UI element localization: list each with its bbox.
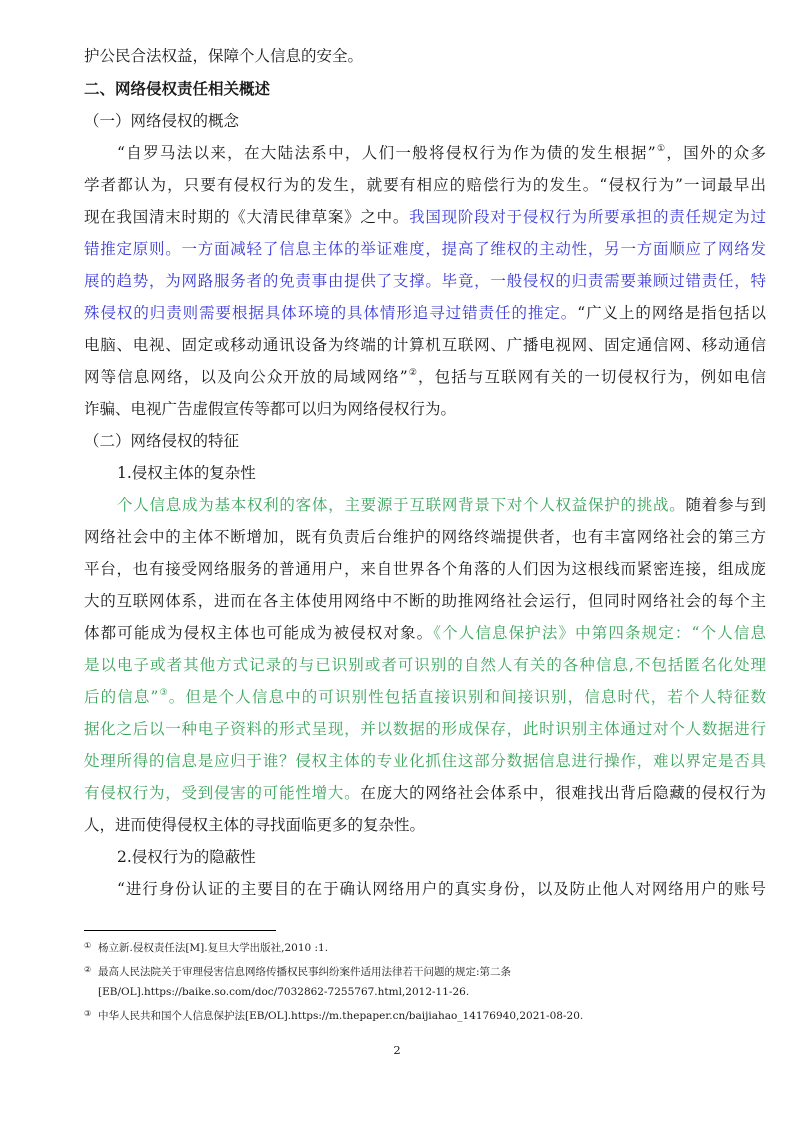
highlighted-text: 《个人信息保护法》中第四条规定：“个人信息 xyxy=(433,624,766,642)
paragraph-line xyxy=(84,687,766,707)
paragraph-line xyxy=(84,527,766,547)
text-line xyxy=(84,46,363,66)
highlighted-text: 个人信息成为基本权利的客体，主要源于互联网背景下对个人权益保护的挑战。 xyxy=(117,496,686,514)
footnote-separator xyxy=(84,930,276,931)
paragraph-line xyxy=(84,207,766,227)
subheading-text: （二）网络侵权的特征 xyxy=(84,432,240,450)
text-span: 随着参与到 xyxy=(685,496,766,514)
paragraph-line xyxy=(84,335,766,355)
paragraph-line xyxy=(117,879,766,899)
footnote-mark: ③ xyxy=(84,1009,92,1018)
footnote-ref[interactable]: ① xyxy=(655,144,667,154)
paragraph-line xyxy=(84,175,766,195)
paragraph-line xyxy=(84,815,425,835)
highlighted-text: 殊侵权的归责则需要根据具体环境的具体情形追寻过错责任的推定。 xyxy=(84,304,578,322)
highlighted-text: 据化之后以一种电子资料的形式呈现，并以数据的形成保存，此时识别主体通过对个人数据进行 xyxy=(84,720,766,738)
page-number: 2 xyxy=(393,1043,401,1057)
footnote-text: 最高人民法院关于审理侵害信息网络传播权民事纠纷案件适用法律若干问题的规定:第二条 xyxy=(98,966,512,978)
paragraph-line xyxy=(84,623,766,643)
text-span: 网等信息网络，以及向公众开放的局域网络” xyxy=(84,368,408,386)
highlighted-text: 展的趋势，为网路服务者的免责事由提供了支撑。毕竟，一般侵权的归责需要兼顾过错责任，特 xyxy=(84,272,766,290)
text-span: 体都可能成为侵权主体也可能成为被侵权对象。 xyxy=(84,624,434,642)
text-span: “进行身份认证的主要目的在于确认网络用户的真实身份，以及防止他人对网络用户的账号 xyxy=(117,880,766,898)
subsection-heading xyxy=(84,431,239,451)
item-heading xyxy=(117,847,256,867)
paragraph-line xyxy=(84,399,456,419)
heading-text: 二、网络侵权责任相关概述 xyxy=(84,80,271,98)
highlighted-text: 。但是个人信息中的可识别性包括直接识别和间接识别，信息时代，若个人特征数 xyxy=(168,688,766,706)
paragraph-line xyxy=(84,591,766,611)
text-span: “自罗马法以来，在大陆法系中，人们一般将侵权行为作为债的发生根据” xyxy=(117,144,656,162)
footnote xyxy=(84,939,328,955)
text-span: ，国外的众多 xyxy=(666,144,766,162)
text-span: ，包括与互联网有关的一切侵权行为，例如电信 xyxy=(418,368,766,386)
text-span: 护公民合法权益，保障个人信息的安全。 xyxy=(84,47,364,65)
item-text: 1.侵权主体的复杂性 xyxy=(117,464,256,482)
footnote-mark: ② xyxy=(84,965,92,974)
footnote-ref[interactable]: ③ xyxy=(158,688,169,698)
paragraph-line xyxy=(84,559,766,579)
section-heading xyxy=(84,79,270,99)
footnote-text: 中华人民共和国个人信息保护法[EB/OL].https://m.thepaper.cn/baijiahao_14176940,2021-08-20. xyxy=(98,1010,584,1022)
footnote-mark: ① xyxy=(84,941,92,950)
paragraph-line xyxy=(84,303,766,323)
paragraph-line xyxy=(84,751,766,771)
footnote-ref[interactable]: ② xyxy=(407,368,419,378)
text-span: 大的互联网体系，进而在各主体使用网络中不断的助推网络社会运行，但同时网络社会的每个主 xyxy=(84,592,766,610)
text-span: 电脑、电视、固定或移动通讯设备为终端的计算机互联网、广播电视网、固定通信网、移动通信 xyxy=(84,336,766,354)
footnote-text: 杨立新.侵权责任法[M].复旦大学出版社,2010 :1. xyxy=(98,942,329,954)
footnote xyxy=(84,1007,583,1023)
subsection-heading xyxy=(84,111,239,131)
paragraph-line xyxy=(84,271,766,291)
highlighted-text: 有侵权行为，受到侵害的可能性增大。 xyxy=(84,784,361,802)
text-span: 诈骗、电视广告虚假宣传等都可以归为网络侵权行为。 xyxy=(84,400,457,418)
highlighted-text: 是以电子或者其他方式记录的与已识别或者可识别的自然人有关的各种信息,不包括匿名化处理 xyxy=(84,656,766,674)
footnote xyxy=(84,963,511,979)
highlighted-text: 我国现阶段对于侵权行为所要承担的责任规定为过 xyxy=(409,208,766,226)
text-span: 现在我国清末时期的《大清民律草案》之中。 xyxy=(84,208,410,226)
subheading-text: （一）网络侵权的概念 xyxy=(84,112,240,130)
item-text: 2.侵权行为的隐蔽性 xyxy=(117,848,256,866)
item-heading xyxy=(117,463,256,483)
footnote-continuation xyxy=(84,985,469,999)
paragraph-line xyxy=(84,239,766,259)
text-span: 在庞大的网络社会体系中，很难找出背后隐藏的侵权行为 xyxy=(360,784,766,802)
highlighted-text: 后的信息” xyxy=(84,688,159,706)
text-span: “广义上的网络是指包括以 xyxy=(577,304,766,322)
paragraph-line xyxy=(117,143,766,163)
paragraph-line xyxy=(84,367,766,387)
text-span: 人，进而使得侵权主体的寻找面临更多的复杂性。 xyxy=(84,816,426,834)
text-span: 平台，也有接受网络服务的普通用户，来自世界各个角落的人们因为这根线而紧密连接，组成庞 xyxy=(84,560,766,578)
text-span: 学者都认为，只要有侵权行为的发生，就要有相应的赔偿行为的发生。“侵权行为”一词最早出 xyxy=(84,176,766,194)
footnote-text: [EB/OL].https://baike.so.com/doc/7032862-7255767.html,2012-11-26. xyxy=(98,986,470,998)
paragraph-line xyxy=(84,783,766,803)
paragraph-line xyxy=(117,495,766,515)
paragraph-line xyxy=(84,719,766,739)
highlighted-text: 错推定原则。一方面减轻了信息主体的举证难度，提高了维权的主动性，另一方面顺应了网络发 xyxy=(84,240,766,258)
highlighted-text: 处理所得的信息是应归于谁？侵权主体的专业化抓住这部分数据信息进行操作，难以界定是否具 xyxy=(84,752,766,770)
paragraph-line xyxy=(84,655,766,675)
text-span: 网络社会中的主体不断增加，既有负责后台维护的网络终端提供者，也有丰富网络社会的第三方 xyxy=(84,528,766,546)
